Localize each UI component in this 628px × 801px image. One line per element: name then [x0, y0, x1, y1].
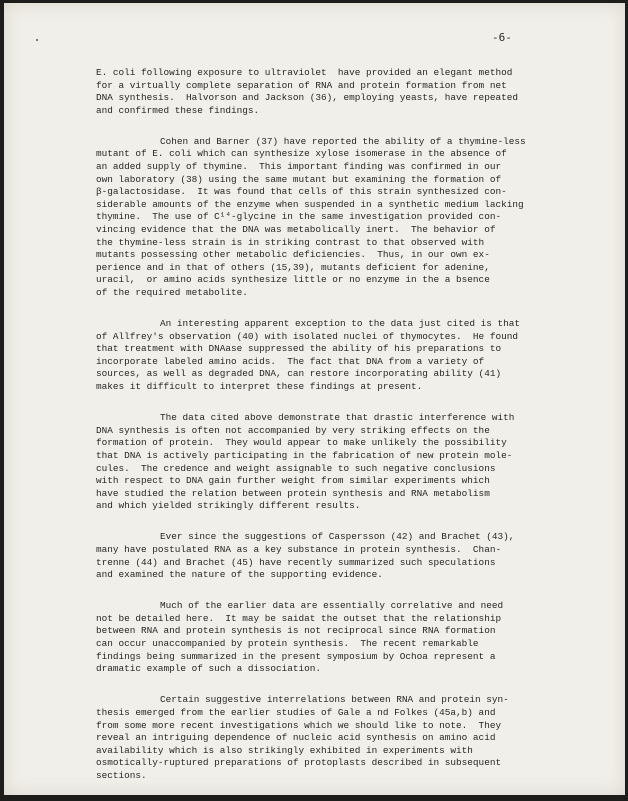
paragraph: [96, 694, 576, 782]
text-line: the thymine-less strain is in striking contrast to that observed with: [96, 236, 485, 248]
page-number: -6-: [492, 31, 512, 44]
text-line: sections.: [96, 769, 147, 781]
text-line: Ever since the suggestions of Caspersson (42) and Brachet (43),: [160, 531, 515, 543]
text-line: mutants possessing other metabolic deficiencies. Thus, in our own ex-: [96, 249, 490, 261]
text-line: Much of the earlier data are essentially correlative and need: [160, 600, 504, 612]
text-line: thesis emerged from the earlier studies of Gale a nd Folkes (45a,b) and: [96, 706, 496, 718]
text-line: for a virtually complete separation of RNA and protein formation from net: [96, 79, 507, 91]
text-line: sources, as well as degraded DNA, can restore incorporating ability (41): [96, 368, 502, 380]
text-line: of the required metabolite.: [96, 287, 248, 298]
paragraph: [96, 318, 576, 394]
text-line: perience and in that of others (15,39), mutants deficient for adenine,: [96, 261, 490, 273]
text-line: of Allfrey's observation (40) with isolated nuclei of thymocytes. He found: [96, 330, 518, 342]
body-text: [96, 67, 576, 801]
paper-speck: [36, 39, 38, 41]
text-line: The data cited above demonstrate that drastic interference with: [160, 412, 515, 424]
text-line: E. coli following exposure to ultraviolet have provided an elegant method: [96, 67, 513, 78]
text-line: availability which is also strikingly exhibited in experiments with: [96, 744, 473, 756]
text-line: from some more recent investigations which we should like to note. They: [96, 719, 502, 731]
text-line: mutant of E. coli which can synthesize xylose isomerase in the absence of: [96, 148, 507, 160]
text-line: dramatic example of such a dissociation.: [96, 663, 322, 675]
text-line: DNA synthesis. Halvorson and Jackson (36), employing yeasts, have repeated: [96, 92, 518, 104]
text-line: uracil, or amino acids synthesize little or no enzyme in the a bsence: [96, 274, 490, 286]
paragraph: [96, 412, 576, 513]
text-line: between RNA and protein synthesis is not reciprocal since RNA formation: [96, 625, 496, 637]
text-line: siderable amounts of the enzyme when suspended in a synthetic medium lacking: [96, 198, 524, 210]
text-line: β-galactosidase. It was found that cells of this strain synthesized con-: [96, 186, 507, 198]
text-line: formation of protein. They would appear to make unlikely the possibility: [96, 437, 507, 449]
text-line: Cohen and Barner (37) have reported the ability of a thymine-less: [160, 135, 526, 147]
paragraph: [96, 67, 576, 117]
document-page: [4, 3, 625, 795]
text-line: have studied the relation between protein synthesis and RNA metabolism: [96, 487, 490, 499]
text-line: and which yielded strikingly different results.: [96, 500, 361, 512]
paragraph: [96, 600, 576, 676]
paragraph: [96, 136, 576, 300]
text-line: An interesting apparent exception to the data just cited is that: [160, 318, 521, 330]
text-line: thymine. The use of C¹⁴-glycine in the same investigation provided con-: [96, 211, 502, 223]
text-line: that DNA is actively participating in the fabrication of new protein mole-: [96, 449, 513, 461]
text-line: and confirmed these findings.: [96, 104, 260, 116]
text-line: incorporate labeled amino acids. The fact that DNA from a variety of: [96, 355, 485, 367]
text-line: cules. The credence and weight assignable to such negative conclusions: [96, 462, 496, 474]
text-line: and examined the nature of the supporting evidence.: [96, 569, 383, 581]
text-line: not be detailed here. It may be saidat the outset that the relationship: [96, 612, 502, 624]
text-line: can occur unaccompanied by protein synthesis. The recent remarkable: [96, 638, 479, 650]
text-line: makes it difficult to interpret these findings at present.: [96, 381, 423, 393]
text-line: that treatment with DNAase suppressed the ability of his preparations to: [96, 343, 502, 355]
text-line: vincing evidence that the DNA was metabolically inert. The behavior of: [96, 224, 496, 236]
text-line: osmotically-ruptured preparations of protoplasts described in subsequent: [96, 757, 502, 769]
text-line: trenne (44) and Brachet (45) have recently summarized such speculations: [96, 556, 496, 568]
paragraph: [96, 531, 576, 581]
text-line: own laboratory (38) using the same mutant but examining the formation of: [96, 173, 502, 185]
text-line: reveal an intriguing dependence of nucleic acid synthesis on amino acid: [96, 732, 496, 744]
text-line: Certain suggestive interrelations between RNA and protein syn-: [160, 694, 509, 706]
text-line: findings being summarized in the present symposium by Ochoa represent a: [96, 650, 496, 662]
text-line: DNA synthesis is often not accompanied by very striking effects on the: [96, 424, 490, 436]
text-line: with respect to DNA gain further weight from similar experiments which: [96, 475, 490, 487]
text-line: an added supply of thymine. This important finding was confirmed in our: [96, 161, 502, 173]
text-line: many have postulated RNA as a key substance in protein synthesis. Chan-: [96, 544, 502, 555]
